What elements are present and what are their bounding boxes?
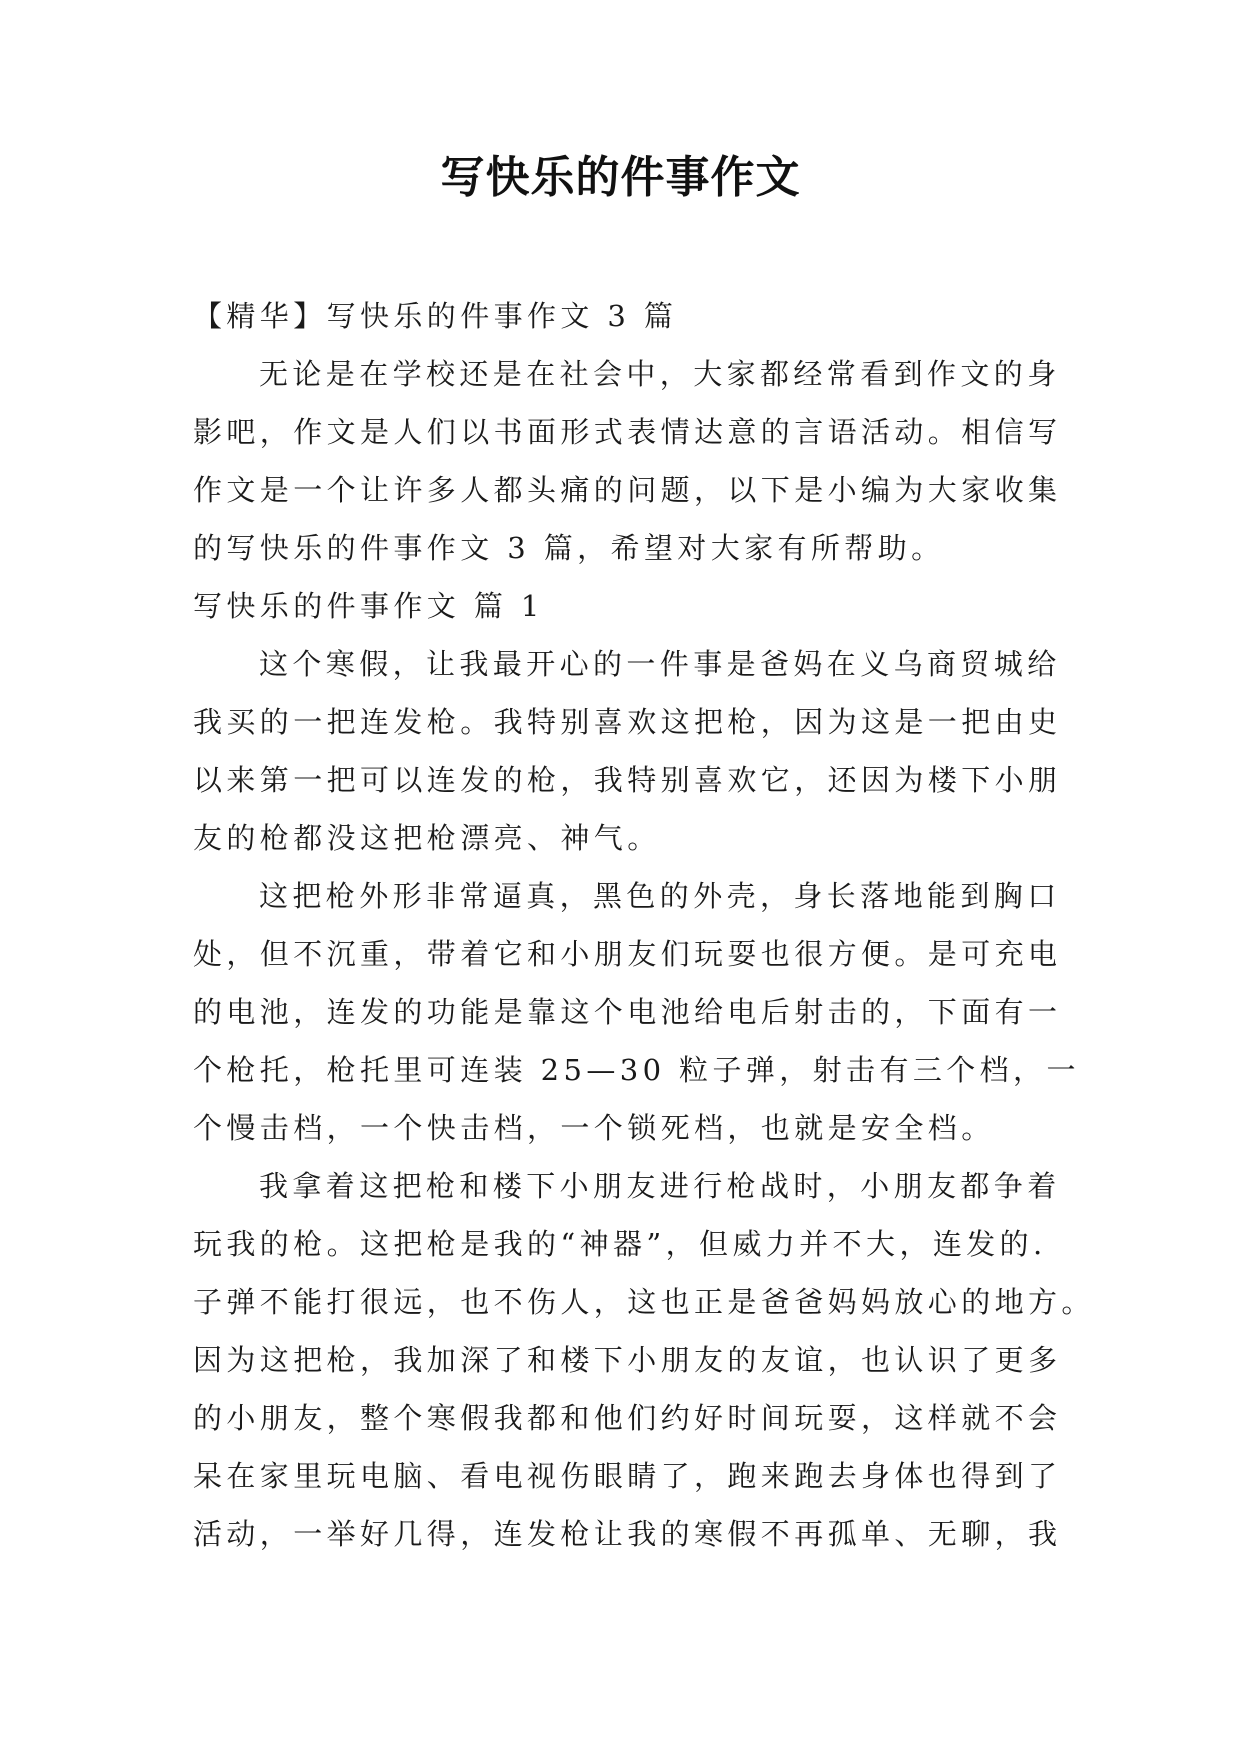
text-line: 友的枪都没这把枪漂亮、神气。 bbox=[193, 821, 661, 855]
text-line: 因为这把枪，我加深了和楼下小朋友的友谊，也认识了更多 bbox=[193, 1343, 1062, 1377]
text-line: 作文是一个让许多人都头痛的问题，以下是小编为大家收集 bbox=[193, 473, 1062, 507]
document-title: 写快乐的件事作文 bbox=[440, 152, 801, 203]
text-line: 无论是在学校还是在社会中，大家都经常看到作文的身 bbox=[259, 357, 1061, 391]
text-line: 个慢击档，一个快击档，一个锁死档，也就是安全档。 bbox=[193, 1111, 995, 1145]
text-line: 的写快乐的件事作文 3 篇，希望对大家有所帮助。 bbox=[193, 531, 945, 565]
text-line: 我买的一把连发枪。我特别喜欢这把枪，因为这是一把由史 bbox=[193, 705, 1062, 739]
text-line: 呆在家里玩电脑、看电视伤眼睛了，跑来跑去身体也得到了 bbox=[193, 1459, 1062, 1493]
text-line: 个枪托，枪托里可连装 25—30 粒子弹，射击有三个档，一 bbox=[193, 1053, 1080, 1087]
text-line: 写快乐的件事作文 篇 1 bbox=[193, 589, 544, 623]
text-line: 我拿着这把枪和楼下小朋友进行枪战时，小朋友都争着 bbox=[259, 1169, 1061, 1203]
document-body bbox=[193, 287, 1095, 1563]
text-line: 影吧，作文是人们以书面形式表情达意的言语活动。相信写 bbox=[193, 415, 1062, 449]
text-line: 玩我的枪。这把枪是我的“神器”，但威力并不大，连发的. bbox=[193, 1227, 1047, 1261]
text-line: 子弹不能打很远，也不伤人，这也正是爸爸妈妈放心的地方。 bbox=[193, 1285, 1095, 1319]
text-line: 【精华】写快乐的件事作文 3 篇 bbox=[193, 299, 678, 333]
text-line: 活动，一举好几得，连发枪让我的寒假不再孤单、无聊，我 bbox=[193, 1517, 1062, 1551]
text-line: 这把枪外形非常逼真，黑色的外壳，身长落地能到胸口 bbox=[259, 879, 1061, 913]
text-line: 以来第一把可以连发的枪，我特别喜欢它，还因为楼下小朋 bbox=[193, 763, 1062, 797]
text-line: 的小朋友，整个寒假我都和他们约好时间玩耍，这样就不会 bbox=[193, 1401, 1062, 1435]
text-line: 的电池，连发的功能是靠这个电池给电后射击的，下面有一 bbox=[193, 995, 1062, 1029]
text-line: 处，但不沉重，带着它和小朋友们玩耍也很方便。是可充电 bbox=[193, 937, 1062, 971]
text-line: 这个寒假，让我最开心的一件事是爸妈在义乌商贸城给 bbox=[259, 647, 1061, 681]
